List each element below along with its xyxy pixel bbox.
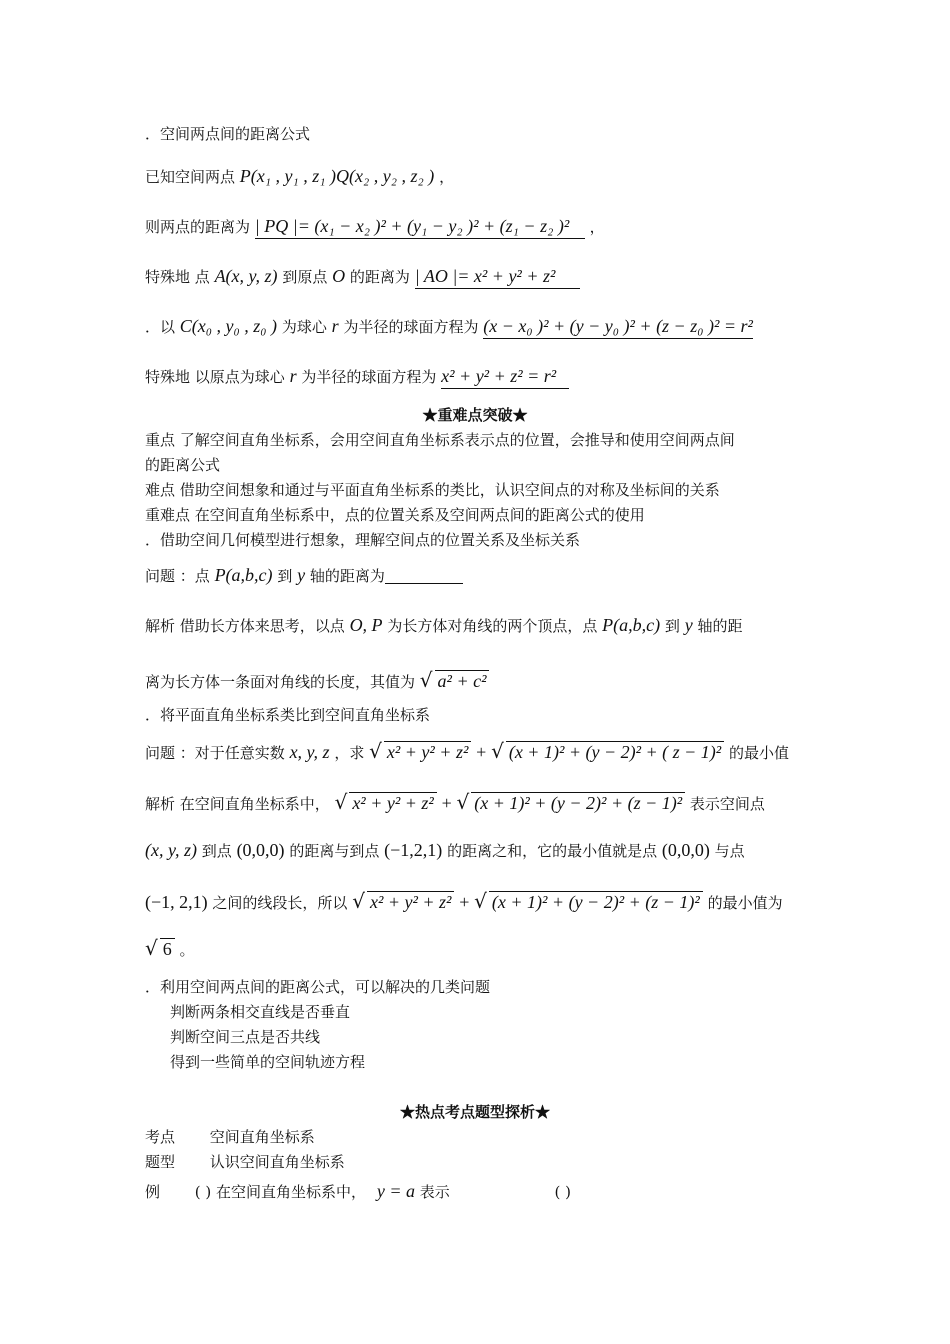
topic-line	[145, 1127, 315, 1147]
math-expression: x² + y² + z²	[349, 792, 436, 813]
label: 例	[145, 1183, 161, 1201]
math-points: O, P	[349, 615, 383, 635]
text: 为长方体对角线的两个顶点，点	[387, 617, 598, 635]
text: 空间直角坐标系	[209, 1128, 315, 1146]
answer-1-line-1	[145, 615, 743, 636]
subsection-heading: ．借助空间几何模型进行想象，理解空间点的位置关系及坐标关系	[145, 531, 581, 549]
math-point: (x, y, z)	[145, 840, 197, 860]
section-title: ★热点考点题型探析★	[399, 1103, 550, 1121]
text: 为半径的球面方程为	[301, 368, 437, 386]
text: 解析 借助长方体来思考，以点	[145, 617, 345, 635]
heading-text: ．空间两点间的距离公式	[145, 125, 311, 143]
section-title: ★重难点突破★	[422, 406, 528, 424]
math-origin-distance: | AO |= x² + y² + z²	[415, 266, 580, 289]
sqrt-sign: √	[352, 889, 365, 913]
text: ( ) 在空间直角坐标系中，	[194, 1183, 367, 1201]
origin-distance-line	[145, 266, 580, 289]
example-line	[145, 1181, 571, 1202]
hard-point-line: 难点 借助空间想象和通过与平面直角坐标系的类比，认识空间点的对称及坐标间的关系	[145, 481, 720, 499]
math-equation: y = a	[376, 1181, 415, 1201]
sqrt-sign: √	[491, 739, 504, 763]
text: 离为长方体一条面对角线的长度，其值为	[145, 673, 416, 691]
text: ，	[589, 218, 605, 236]
question-1	[145, 565, 463, 586]
math-plus: +	[441, 793, 452, 813]
sqrt-sign: √	[419, 668, 433, 692]
key-point-line: 重点 了解空间直角坐标系，会用空间直角坐标系表示点的位置，会推导和使用空间两点间	[145, 431, 735, 449]
text: 认识空间直角坐标系	[209, 1153, 345, 1171]
math-point: (−1,2,1)	[384, 840, 443, 860]
sqrt-sign: √	[334, 790, 348, 814]
math-origin: O	[332, 266, 346, 286]
text: 的距离与到点	[289, 842, 380, 860]
math-value: 6	[160, 938, 175, 959]
subsection-heading: ．利用空间两点间的距离公式，可以解决的几类问题	[145, 978, 491, 996]
list-item: 得到一些简单的空间轨迹方程	[170, 1053, 366, 1071]
math-sphere-equation: (x − x₀ )² + (y − y₀ )² + (z − z₀ )² = r²	[483, 316, 753, 339]
math-origin-sphere: x² + y² + z² = r²	[441, 366, 569, 389]
math-expression: (x + 1)² + (y − 2)² + ( z − 1)²	[506, 741, 724, 762]
math-axis: y	[684, 615, 693, 635]
math-point: (−1, 2,1)	[145, 892, 208, 912]
text: 问题 ：点	[145, 567, 210, 585]
answer-2-line-3	[145, 891, 783, 913]
distance-formula-line	[145, 216, 605, 239]
math-distance-formula: | PQ |= (x₁ − x₂ )² + (y₁ − y₂ )² + (z₁ − z₂ )²	[255, 216, 585, 239]
text: 的距离为	[349, 268, 410, 286]
sqrt-sign: √	[369, 739, 382, 763]
text: 解析 在空间直角坐标系中，	[145, 795, 330, 813]
label: 考点	[145, 1128, 176, 1146]
math-expression: (x + 1)² + (y − 2)² + (z − 1)²	[471, 792, 685, 813]
text: 特殊地 点	[145, 268, 210, 286]
answer-2-line-4	[145, 938, 195, 960]
text: 到	[277, 567, 293, 585]
text: 轴的距离为	[309, 567, 385, 585]
focus-point-line: 重难点 在空间直角坐标系中，点的位置关系及空间两点间的距离公式的使用	[145, 506, 645, 524]
math-expression: x² + y² + z²	[384, 741, 471, 762]
answer-blank	[385, 583, 463, 584]
math-value: a² + c²	[435, 670, 490, 691]
math-center: C(x₀ , y₀ , z₀ )	[179, 316, 278, 336]
sqrt-sign: √	[474, 889, 487, 913]
answer-parentheses: ( )	[554, 1183, 572, 1201]
math-variables: x, y, z	[289, 742, 330, 762]
text: ．以	[145, 318, 176, 336]
question-2	[145, 741, 789, 763]
list-item: 判断空间三点是否共线	[170, 1028, 321, 1046]
text: 已知空间两点	[145, 168, 236, 186]
math-point: (0,0,0)	[661, 840, 710, 860]
text: 到点	[201, 842, 232, 860]
math-radius: r	[289, 366, 297, 386]
text: 之间的线段长，所以	[212, 894, 348, 912]
text: 轴的距	[697, 617, 743, 635]
text: 与点	[714, 842, 745, 860]
math-radius: r	[331, 316, 339, 336]
question-type-line	[145, 1152, 345, 1172]
math-point: A(x, y, z)	[214, 266, 278, 286]
text: 。	[179, 941, 195, 959]
sphere-equation-line	[145, 316, 753, 339]
key-point-line-2: 的距离公式	[145, 456, 221, 474]
section-heading	[145, 124, 310, 144]
math-plus: +	[476, 742, 487, 762]
distance-given-line	[145, 166, 454, 187]
text: 表示	[419, 1183, 450, 1201]
text: 问题 ：对于任意实数	[145, 744, 285, 762]
math-plus: +	[459, 892, 470, 912]
math-expression: x² + y² + z²	[367, 891, 454, 912]
sqrt-sign: √	[456, 790, 470, 814]
text: ，求	[334, 744, 365, 762]
list-item: 判断两条相交直线是否垂直	[170, 1003, 351, 1021]
math-axis: y	[297, 565, 306, 585]
text: 的距离之和，它的最小值就是点	[447, 842, 658, 860]
answer-2-line-1	[145, 792, 765, 814]
subsection-heading: ．将平面直角坐标系类比到空间直角坐标系	[145, 706, 431, 724]
text: 则两点的距离为	[145, 218, 251, 236]
text: 为球心	[281, 318, 327, 336]
origin-sphere-line	[145, 366, 569, 389]
text: 的最小值为	[707, 894, 783, 912]
text: 到	[664, 617, 680, 635]
text: 表示空间点	[689, 795, 765, 813]
text: 为半径的球面方程为	[343, 318, 479, 336]
math-point: P(a,b,c)	[602, 615, 661, 635]
text: 特殊地 以原点为球心	[145, 368, 285, 386]
math-points: P(x₁ , y₁ , z₁ )Q(x₂ , y₂ , z₂ )	[239, 166, 435, 186]
math-point: (0,0,0)	[236, 840, 285, 860]
math-expression: (x + 1)² + (y − 2)² + (z − 1)²	[489, 891, 703, 912]
answer-1-line-2	[145, 670, 489, 692]
text: 的最小值	[728, 744, 789, 762]
sqrt-sign: √	[145, 936, 158, 960]
text: ，	[439, 168, 455, 186]
math-point: P(a,b,c)	[214, 565, 273, 585]
answer-2-line-2	[145, 840, 745, 861]
text: 到原点	[282, 268, 328, 286]
label: 题型	[145, 1153, 176, 1171]
